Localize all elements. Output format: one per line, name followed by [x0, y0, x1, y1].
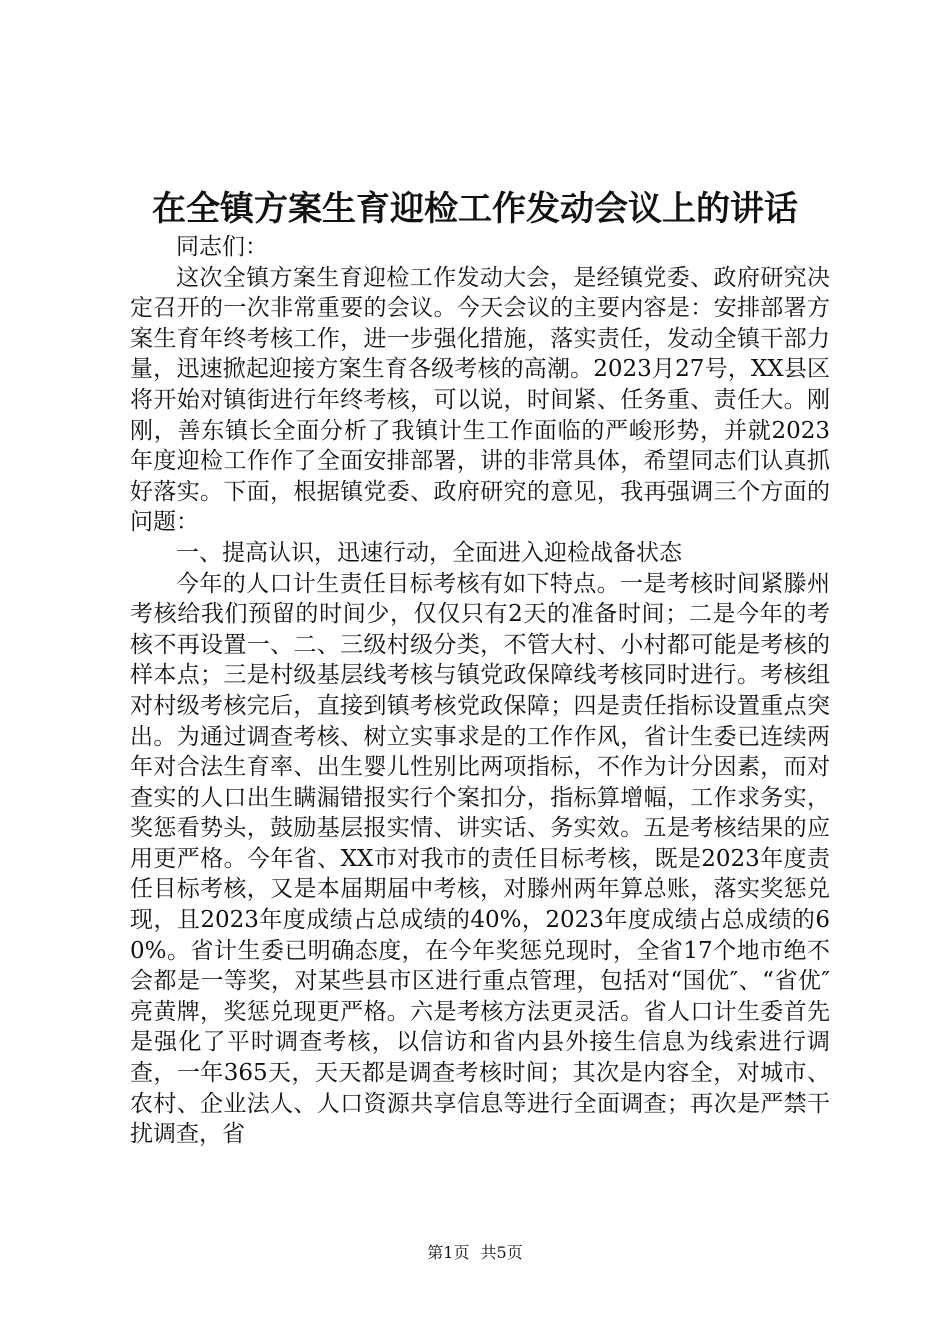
- page-total: 共5页: [480, 1243, 523, 1262]
- document-title: 在全镇方案生育迎检工作发动会议上的讲话: [152, 189, 798, 229]
- page-footer: [0, 1242, 950, 1264]
- salutation-paragraph: 同志们：: [176, 234, 268, 260]
- section-heading: 一、提高认识，迅速行动，全面进入迎检战备状态: [176, 539, 682, 566]
- document-body: [130, 232, 830, 1150]
- page-number: 第1页: [427, 1243, 470, 1262]
- intro-paragraph: 这次全镇方案生育迎检工作发动大会，是经镇党委、政府研究决定召开的一次非常重要的会议。今天会议的主要内容是：安排部署方案生育年终考核工作，进一步强化措施，落实责任，发动全镇干部力量，迅速掀起迎接方案生育各级考核的高潮。2023月27号，XX县区将开始对镇街进行年终考核，可以说，时间紧、任务重、责任大。刚刚，善东镇长全面分析了我镇计生工作面临的严峻形势，并就2023年度迎检工作作了全面安排部署，讲的非常具体，希望同志们认真抓好落实。下面，根据镇党委、政府研究的意见，我再强调三个方面的问题：: [130, 264, 830, 536]
- body-paragraph: 今年的人口计生责任目标考核有如下特点。一是考核时间紧滕州考核给我们预留的时间少，仅仅只有2天的准备时间；二是今年的考核不再设置一、二、三级村级分类，不管大村、小村都可能是考核的样本点；三是村级基层线考核与镇党政保障线考核同时进行。考核组对村级考核完后，直接到镇考核党政保障；四是责任指标设置重点突出。为通过调查考核、树立实事求是的工作作风，省计生委已连续两年对合法生育率、出生婴儿性别比两项指标，不作为计分因素，而对查实的人口出生瞒漏错报实行个案扣分，指标算增幅，工作求务实，奖惩看势头，鼓励基层报实情、讲实话、务实效。五是考核结果的应用更严格。今年省、XX市对我市的责任目标考核，既是2023年度责任目标考核，又是本届期届中考核，对滕州两年算总账，落实奖惩兑现，且2023年度成绩占总成绩的40%，2023年度成绩占总成绩的60%。省计生委已明确态度，在今年奖惩兑现时，全省17个地市绝不会都是一等奖，对某些县市区进行重点管理，包括对“国优″、“省优″亮黄牌，奖惩兑现更严格。六是考核方法更灵活。省人口计生委首先是强化了平时调查考核，以信访和省内县外接生信息为线索进行调查，一年365天，天天都是调查考核时间；其次是内容全，对城市、农村、企业法人、人口资源共享信息等进行全面调查；再次是严禁干扰调查，省: [130, 570, 830, 1148]
